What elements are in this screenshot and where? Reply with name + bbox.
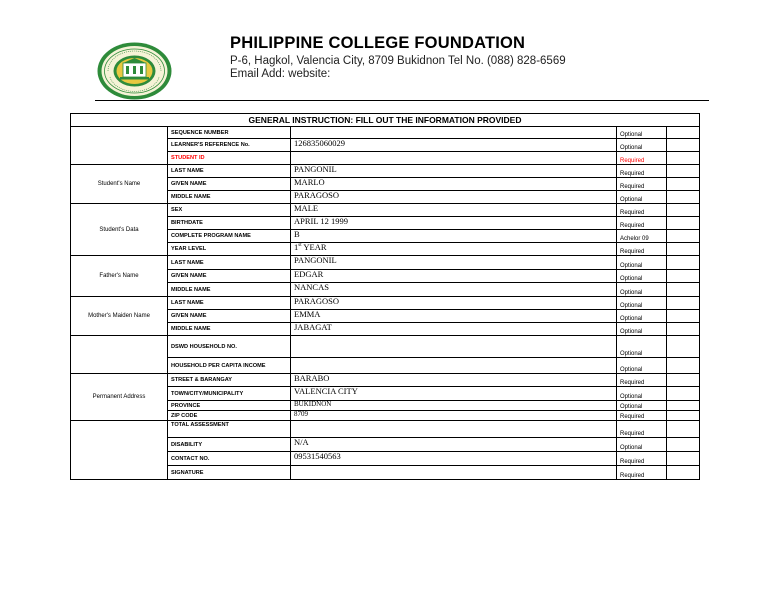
- field-label: MIDDLE NAME: [168, 191, 291, 204]
- college-address: P-6, Hagkol, Valencia City, 8709 Bukidnon Tel No. (088) 828-6569: [230, 55, 566, 67]
- field-label: DSWD HOUSEHOLD NO.: [168, 336, 291, 358]
- field-note: Optional: [617, 283, 667, 297]
- field-label: LAST NAME: [168, 165, 291, 178]
- form-title: GENERAL INSTRUCTION: FILL OUT THE INFORMATION PROVIDED: [71, 114, 700, 127]
- field-value[interactable]: JABAGAT: [291, 323, 617, 336]
- blank-cell: [667, 152, 700, 165]
- field-note: Optional: [617, 401, 667, 411]
- field-label: HOUSEHOLD PER CAPITA INCOME: [168, 358, 291, 374]
- field-label: MIDDLE NAME: [168, 323, 291, 336]
- field-label: GIVEN NAME: [168, 270, 291, 283]
- blank-cell: [667, 165, 700, 178]
- field-value[interactable]: [291, 421, 617, 438]
- blank-cell: [667, 256, 700, 270]
- field-note: Optional: [617, 310, 667, 323]
- blank-cell: [667, 297, 700, 310]
- field-label: STREET & BARANGAY: [168, 374, 291, 387]
- group-blank-cell: [71, 127, 168, 165]
- group-label: Permanent Address: [71, 374, 168, 421]
- field-value[interactable]: [291, 466, 617, 480]
- field-note: Required: [617, 421, 667, 438]
- blank-cell: [667, 323, 700, 336]
- field-value[interactable]: N/A: [291, 438, 617, 452]
- blank-cell: [667, 243, 700, 256]
- field-note: Optional: [617, 191, 667, 204]
- blank-cell: [667, 230, 700, 243]
- group-blank-cell: [71, 336, 168, 374]
- field-label: COMPLETE PROGRAM NAME: [168, 230, 291, 243]
- field-note: Optional: [617, 336, 667, 358]
- blank-cell: [667, 336, 700, 358]
- field-note: Optional: [617, 139, 667, 152]
- college-contact: Email Add: website:: [230, 68, 331, 80]
- field-value[interactable]: VALENCIA CITY: [291, 387, 617, 401]
- field-value[interactable]: MALE: [291, 204, 617, 217]
- blank-cell: [667, 127, 700, 139]
- field-value[interactable]: 8709: [291, 411, 617, 421]
- field-note: Required: [617, 178, 667, 191]
- blank-cell: [667, 270, 700, 283]
- blank-cell: [667, 191, 700, 204]
- field-label: LAST NAME: [168, 297, 291, 310]
- field-note: Required: [617, 466, 667, 480]
- field-value[interactable]: [291, 127, 617, 139]
- year-ordinal: st: [298, 243, 302, 249]
- field-note: Optional: [617, 358, 667, 374]
- field-value[interactable]: [291, 358, 617, 374]
- field-note: Required: [617, 452, 667, 466]
- blank-cell: [667, 438, 700, 452]
- blank-cell: [667, 283, 700, 297]
- field-note: Required: [617, 374, 667, 387]
- field-value[interactable]: 09531540563: [291, 452, 617, 466]
- field-value[interactable]: B: [291, 230, 617, 243]
- field-value[interactable]: BARABO: [291, 374, 617, 387]
- field-label: GIVEN NAME: [168, 310, 291, 323]
- field-label: LEARNER'S REFERENCE No.: [168, 139, 291, 152]
- field-label: SEX: [168, 204, 291, 217]
- field-value[interactable]: MARLO: [291, 178, 617, 191]
- blank-cell: [667, 421, 700, 438]
- field-label: PROVINCE: [168, 401, 291, 411]
- field-label: CONTACT NO.: [168, 452, 291, 466]
- field-value[interactable]: [291, 243, 617, 256]
- field-note: Required: [617, 243, 667, 256]
- blank-cell: [667, 178, 700, 191]
- blank-cell: [667, 358, 700, 374]
- field-value[interactable]: NANCAS: [291, 283, 617, 297]
- field-note: Optional: [617, 256, 667, 270]
- field-value[interactable]: [291, 336, 617, 358]
- field-note: Optional: [617, 270, 667, 283]
- field-note: Required: [617, 204, 667, 217]
- blank-cell: [667, 387, 700, 401]
- field-label: ZIP CODE: [168, 411, 291, 421]
- group-label: Mother's Maiden Name: [71, 297, 168, 336]
- field-note: Optional: [617, 127, 667, 139]
- field-note: Achelor 09: [617, 230, 667, 243]
- group-blank-cell: [71, 421, 168, 480]
- field-note: Required: [617, 152, 667, 165]
- field-note: Required: [617, 217, 667, 230]
- field-note: Optional: [617, 387, 667, 401]
- field-value[interactable]: 126835060029: [291, 139, 617, 152]
- blank-cell: [667, 217, 700, 230]
- header-divider: [95, 100, 709, 101]
- field-value[interactable]: PANGONIL: [291, 256, 617, 270]
- blank-cell: [667, 466, 700, 480]
- group-label: Father's Name: [71, 256, 168, 297]
- field-value[interactable]: PARAGOSO: [291, 191, 617, 204]
- field-label: STUDENT ID: [168, 152, 291, 165]
- field-value[interactable]: BUKIDNON: [291, 401, 617, 411]
- field-value[interactable]: EMMA: [291, 310, 617, 323]
- blank-cell: [667, 452, 700, 466]
- field-label: GIVEN NAME: [168, 178, 291, 191]
- year-number: 1: [294, 242, 299, 252]
- field-label: DISABILITY: [168, 438, 291, 452]
- field-label: YEAR LEVEL: [168, 243, 291, 256]
- year-word: YEAR: [301, 242, 327, 252]
- field-value[interactable]: PANGONIL: [291, 165, 617, 178]
- field-label: MIDDLE NAME: [168, 283, 291, 297]
- field-label: SEQUENCE NUMBER: [168, 127, 291, 139]
- field-label: SIGNATURE: [168, 466, 291, 480]
- field-note: Optional: [617, 438, 667, 452]
- field-note: Optional: [617, 323, 667, 336]
- blank-cell: [667, 310, 700, 323]
- blank-cell: [667, 401, 700, 411]
- blank-cell: [667, 139, 700, 152]
- field-label: TOTAL ASSESSMENT: [168, 421, 291, 438]
- field-note: Optional: [617, 297, 667, 310]
- group-label: Student's Data: [71, 204, 168, 256]
- blank-cell: [667, 204, 700, 217]
- blank-cell: [667, 374, 700, 387]
- college-seal-logo: [96, 41, 173, 101]
- field-label: BIRTHDATE: [168, 217, 291, 230]
- field-label: LAST NAME: [168, 256, 291, 270]
- field-note: Required: [617, 411, 667, 421]
- field-value[interactable]: PARAGOSO: [291, 297, 617, 310]
- college-name: PHILIPPINE COLLEGE FOUNDATION: [230, 34, 526, 52]
- blank-cell: [667, 411, 700, 421]
- group-label: Student's Name: [71, 165, 168, 204]
- field-value[interactable]: [291, 152, 617, 165]
- field-note: Required: [617, 165, 667, 178]
- field-value[interactable]: APRIL 12 1999: [291, 217, 617, 230]
- field-value[interactable]: EDGAR: [291, 270, 617, 283]
- field-label: TOWN/CITY/MUNICIPALITY: [168, 387, 291, 401]
- enrollment-form-table: [70, 113, 700, 480]
